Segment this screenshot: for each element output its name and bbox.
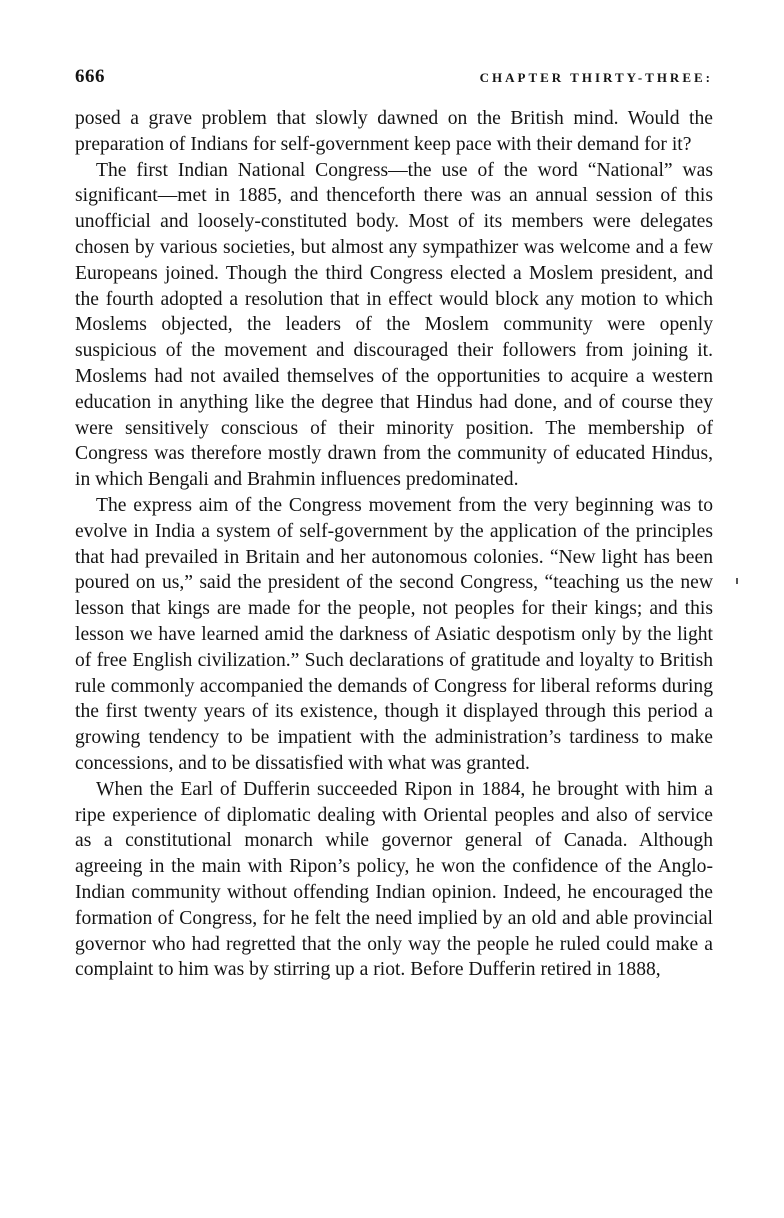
book-page xyxy=(75,66,713,983)
scan-speck xyxy=(736,578,738,584)
running-head xyxy=(75,66,713,90)
paragraph-continuation: posed a grave problem that slowly dawned on the British mind. Would the preparation of Indians for self-government keep pace with their demand for it? xyxy=(75,108,713,155)
paragraph-first-congress: The first Indian National Congress—the use of the word “National” was significant—met in 1885, and thenceforth there was an annual session of this unofficial and loosely-constituted body. Most of its members were delegates chosen by various societies, but almost any sympathizer was welcome and a few Europeans joined. Though the third Congress elected a Moslem president, and the fourth adopted a resolution that in effect would block any motion to which Moslems objected, the leaders of the Moslem community were openly suspicious of the movement and discouraged their followers from joining it. Moslems had not availed themselves of the opportunities to acquire a western education in anything like the degree that Hindus had done, and of course they were sensitively conscious of their minority position. The membership of Congress was therefore mostly drawn from the community of educated Hindus, in which Bengali and Brahmin influences predominated. xyxy=(75,159,713,491)
chapter-heading: CHAPTER THIRTY-THREE: xyxy=(479,70,713,85)
body-text xyxy=(75,106,713,983)
paragraph-dufferin: When the Earl of Dufferin succeeded Ripon in 1884, he brought with him a ripe experience of diplomatic dealing with Oriental peoples and also of service as a constitutional monarch while governor general of Canada. Although agreeing in the main with Ripon’s policy, he won the confidence of the Anglo-Indian community without offending Indian opinion. Indeed, he encouraged the formation of Congress, for he felt the need implied by an old and able provincial governor who had regretted that the only way the people he ruled could make a complaint to him was by stirring up a riot. Before Dufferin retired in 1888, xyxy=(75,778,713,981)
paragraph-congress-aim: The express aim of the Congress movement from the very beginning was to evolve in India a system of self-government by the application of the principles that had prevailed in Britain and her autonomous colonies. “New light has been poured on us,” said the president of the second Congress, “teaching us the new lesson that kings are made for the people, not peoples for their kings; and this lesson we have learned amid the darkness of Asiatic despotism only by the light of free English civilization.” Such declarations of gratitude and loyalty to British rule commonly accompanied the demands of Congress for liberal reforms during the first twenty years of its existence, though it displayed through this period a growing tendency to be impatient with the administration’s tardiness to make concessions, and to be dissatisfied with what was granted. xyxy=(75,494,713,774)
page-number: 666 xyxy=(75,66,105,87)
